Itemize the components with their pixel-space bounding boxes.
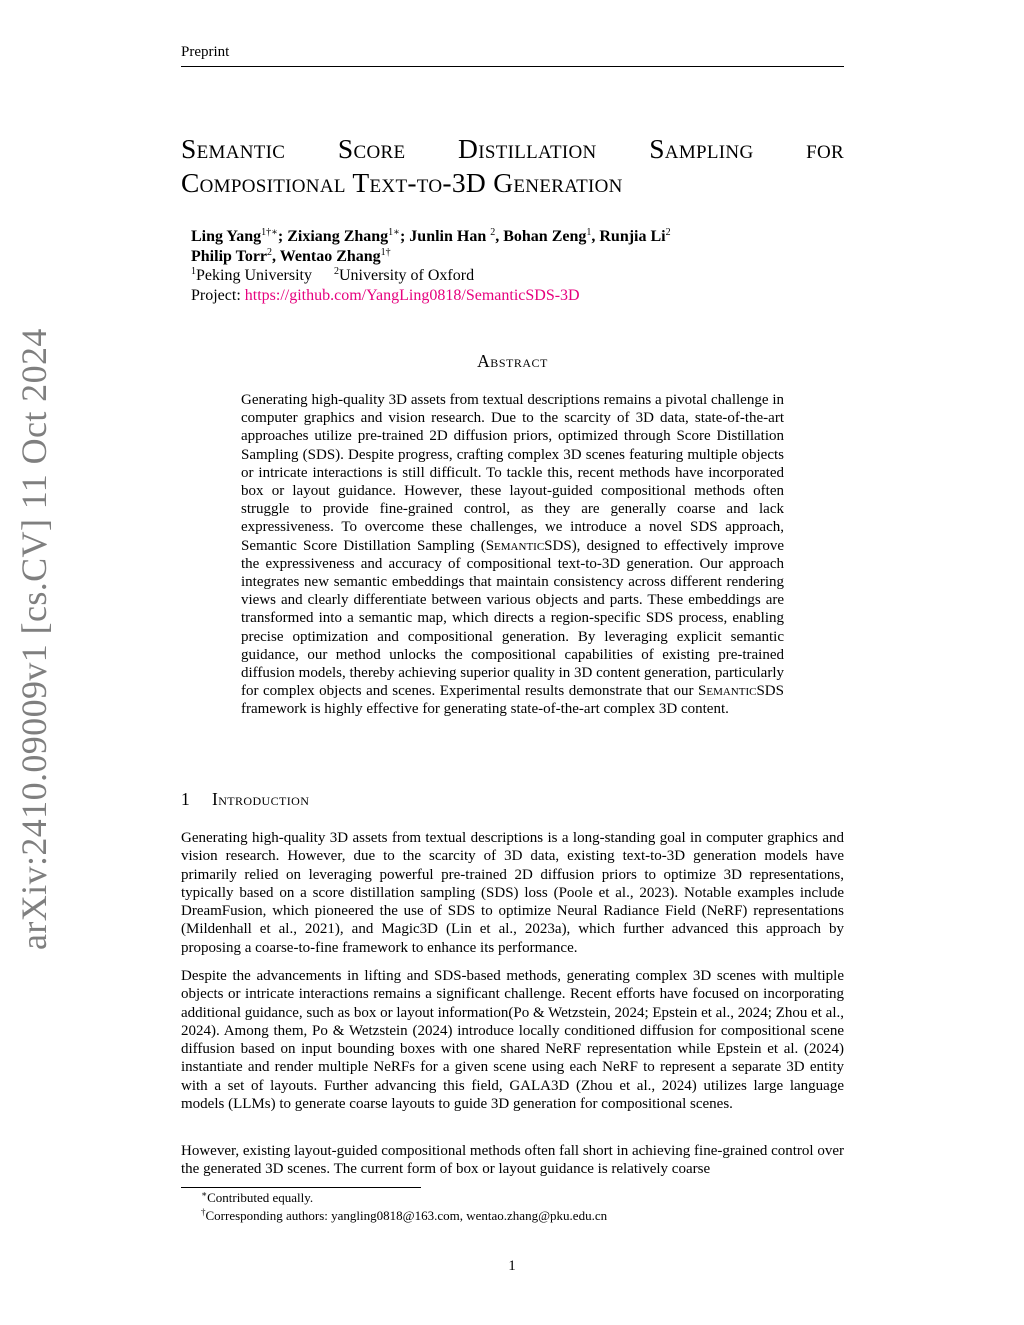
body-paragraph: However, existing layout-guided compositional methods often fall short in achieving fine-grained control over the generated 3D scenes. The current form of box or layout guidance is relatively coarse [181,1143,844,1178]
section-number: 1 [181,789,191,809]
footnote-mark: ∗ [201,1189,208,1199]
author-affiliation-mark: 1† [380,246,391,258]
author-separator: , [495,228,504,245]
author-name: Bohan Zeng [503,228,587,245]
author-name: Philip Torr [191,247,268,265]
footnote-equal-contribution [201,1190,313,1206]
author-separator: ; [277,228,288,245]
author-affiliation-mark: 1†∗ [261,227,278,238]
page-number: 1 [508,1258,516,1274]
author-line-1 [191,227,811,247]
author-name: Zixiang Zhang [287,228,389,245]
body-paragraph: Despite the advancements in lifting and SDS-based methods, generating complex 3D scenes with multiple objects or intricate interactions remains a significant challenge. Recent efforts have focused on incorporating additional guidance, such as box or layout information(Po & Wetzstein, 2024; Epstein et al., 2024; Zhou et al., 2024). Among them, Po & Wetzstein (2024) introduce locally conditioned diffusion for compositional scene diffusion based on input bounding boxes with one shared NeRF representation while Epstein et al. (2024) instantiate and render multiple NeRFs for a given scene using each NeRF to represent a separate 3D entity with a set of layouts. Further advancing this field, GALA3D (Zhou et al., 2024) utilizes large language models (LLMs) to generate coarse layouts to guide 3D generation for compositional scenes. [181,968,844,1113]
author-name: Ling Yang [191,228,262,245]
method-name-smallcaps: Semantic [698,683,757,700]
author-block [191,227,811,305]
title-line-2: Compositional Text-to-3D Generation [181,167,623,198]
abstract-heading: Abstract [477,351,548,371]
abstract-text-part: SDS framework is highly effective for generating state-of-the-art complex 3D content. [241,683,784,718]
author-affiliation-mark: 1 [586,227,592,238]
arxiv-identifier: arXiv:2410.09009v1 [cs.CV] 11 Oct 2024 [14,328,54,950]
footnote-mark: † [201,1207,206,1217]
author-line-2 [191,247,811,267]
abstract-text-part: SDS), designed to effectively improve the expressiveness and accuracy of compositional text-to-3D generation. Our approach integrates new semantic embeddings that maintain consistency across different rendering views and clearly differentiate between various objects and parts. These embeddings are transformed into a semantic map, which directs a region-specific SDS process, enabling precise optimization and compositional generation. By leveraging explicit semantic guidance, our method unlocks the compositional capabilities of existing pre-trained diffusion models, thereby achieving superior quality in 3D content generation, particularly for complex objects and scenes. Experimental results demonstrate that our [241,537,785,700]
author-name: Runjia Li [599,228,666,245]
affiliation-mark: 2 [334,266,339,277]
footnote-corresponding-authors [201,1208,607,1224]
footnote-text: Corresponding authors: yangling0818@163.com, wentao.zhang@pku.edu.cn [205,1208,608,1223]
abstract-text-part: Generating high-quality 3D assets from textual descriptions remains a pivotal challenge in computer graphics and vision research. Due to the scarcity of 3D data, state-of-the-art approaches utilize pre-trained 2D diffusion priors, optimized through Score Distillation Sampling (SDS). Despite progress, crafting complex 3D scenes featuring multiple objects or intricate interactions is still difficult. To tackle this, recent methods have incorporated box or layout guidance. However, these layout-guided compositional methods often struggle to provide fine-grained control, as they are generally coarse and lack expressiveness. To overcome these challenges, we introduce a novel SDS approach, Semantic Score Distillation Sampling ( [241,392,784,554]
section-title: Introduction [212,789,310,809]
affiliations-line [191,266,811,286]
header-rule [181,66,844,67]
title-line-1: Semantic Score Distillation Sampling for [181,133,844,164]
footnote-text: Contributed equally. [207,1190,314,1205]
author-affiliation-mark: 2 [490,227,496,238]
project-line [191,286,811,306]
affiliation-peking: Peking University [196,267,312,284]
author-separator: , [272,247,280,265]
author-affiliation-mark: 2 [665,227,671,238]
project-label: Project: [191,286,245,304]
running-head: Preprint [181,44,230,60]
project-link[interactable]: https://github.com/YangLing0818/SemanticSDS-3D [244,286,580,304]
author-name: Wentao Zhang [279,247,381,265]
author-affiliation-mark: 1∗ [388,227,400,238]
section-heading-introduction [181,789,309,810]
author-separator: ; [399,228,410,245]
footnote-rule [181,1187,421,1188]
affiliation-oxford: University of Oxford [339,267,475,284]
author-name: Junlin Han [409,228,487,245]
body-paragraph: Generating high-quality 3D assets from textual descriptions is a long-standing goal in computer graphics and vision research. However, due to the scarcity of 3D data, existing text-to-3D generation models have primarily relied on leveraging powerful pre-trained 2D diffusion priors to optimize 3D representations, typically based on a score distillation sampling (SDS) loss (Poole et al., 2023). Notable examples include DreamFusion, which pioneered the use of SDS to optimize Neural Radiance Field (NeRF) representations (Mildenhall et al., 2021), and Magic3D (Lin et al., 2023a), which further advanced this approach by proposing a coarse-to-fine framework to enhance its performance. [181,830,844,956]
method-name-smallcaps: Semantic [485,537,545,554]
affiliation-mark: 1 [191,266,196,277]
paper-title [181,132,844,200]
author-separator: , [591,228,600,245]
author-affiliation-mark: 2 [267,246,273,258]
abstract-text [241,391,784,719]
